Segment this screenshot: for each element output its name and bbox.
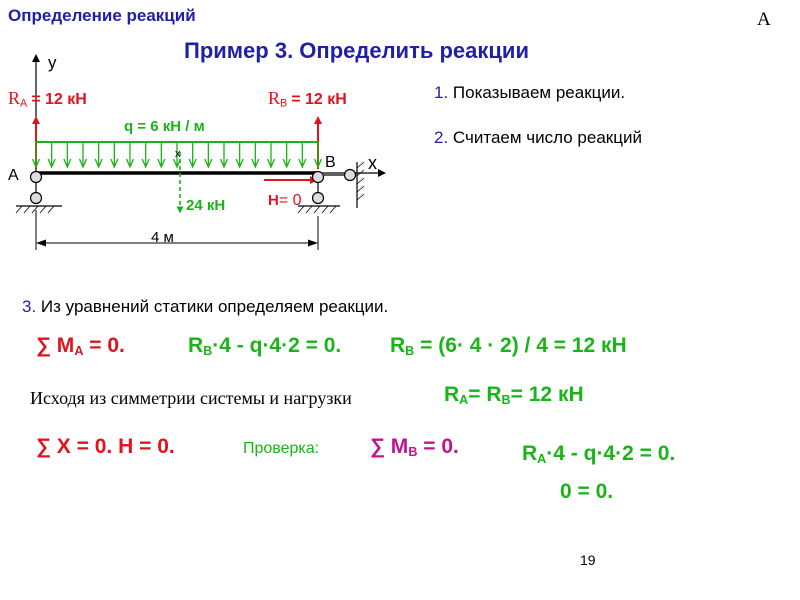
step-3-text: Из уравнений статики определяем реакции. [40,297,389,316]
h-label: H= 0 [268,192,302,209]
step-2-num: 2. [434,128,449,147]
step-1-text: Показываем реакции. [452,83,626,102]
equation-zero: 0 = 0. [560,480,614,503]
equation-rb-value: $R_B = (6\cdot 4 \cdot 2) / 4 = 12$ кН [390,334,627,359]
point-a-label: A [8,167,19,184]
check-label: Проверка: [243,440,320,457]
step-1-num: 1. [434,83,449,102]
resultant-x-label: x [175,148,181,160]
step-3 [22,297,388,317]
corner-letter: A [757,9,771,30]
rb-value: = 12 кН [291,91,347,108]
section-title: Определение реакций [8,6,196,25]
equation-sum-mb: ∑ $M_B = 0$. [370,435,459,460]
ra-symbol: R [8,88,21,108]
step-2-text: Считаем число реакций [452,128,642,147]
page-number: 19 [580,552,596,568]
equation-rb-balance: $R_B\cdot 4 - q\cdot 4\cdot 2 = 0$. [188,334,342,359]
equation-sum-ma: ∑ $M_A = 0$. [36,334,125,359]
equation-check: $R_A\cdot 4 - q\cdot 4\cdot 2 = 0$. [522,442,676,467]
resultant-label: 24 кН [186,197,226,214]
step-1 [434,83,625,103]
ra-label [8,88,87,110]
ra-value: = 12 кН [31,91,87,108]
symmetry-equation: $R_A= R_B= 12$ кН [444,383,584,408]
y-axis-label: y [48,53,57,72]
page-title: Пример 3. Определить реакции [184,38,529,63]
ra-sub: A [20,97,28,110]
x-axis-label: x [368,153,377,173]
rb-label [268,88,347,110]
symmetry-text: Исходя из симметрии системы и нагрузки [30,388,352,408]
load-label: q = 6 кН / м [124,118,205,135]
step-2 [434,128,642,148]
step-3-num: 3. [22,297,37,316]
span-label: 4 м [151,229,174,246]
span-dimension [36,210,318,250]
rb-sub: B [280,97,288,110]
equation-sum-x: ∑ X = 0. H = 0. [36,435,175,458]
rb-symbol: R [268,88,281,108]
support-a [16,172,62,214]
point-b-label: B [325,154,336,171]
